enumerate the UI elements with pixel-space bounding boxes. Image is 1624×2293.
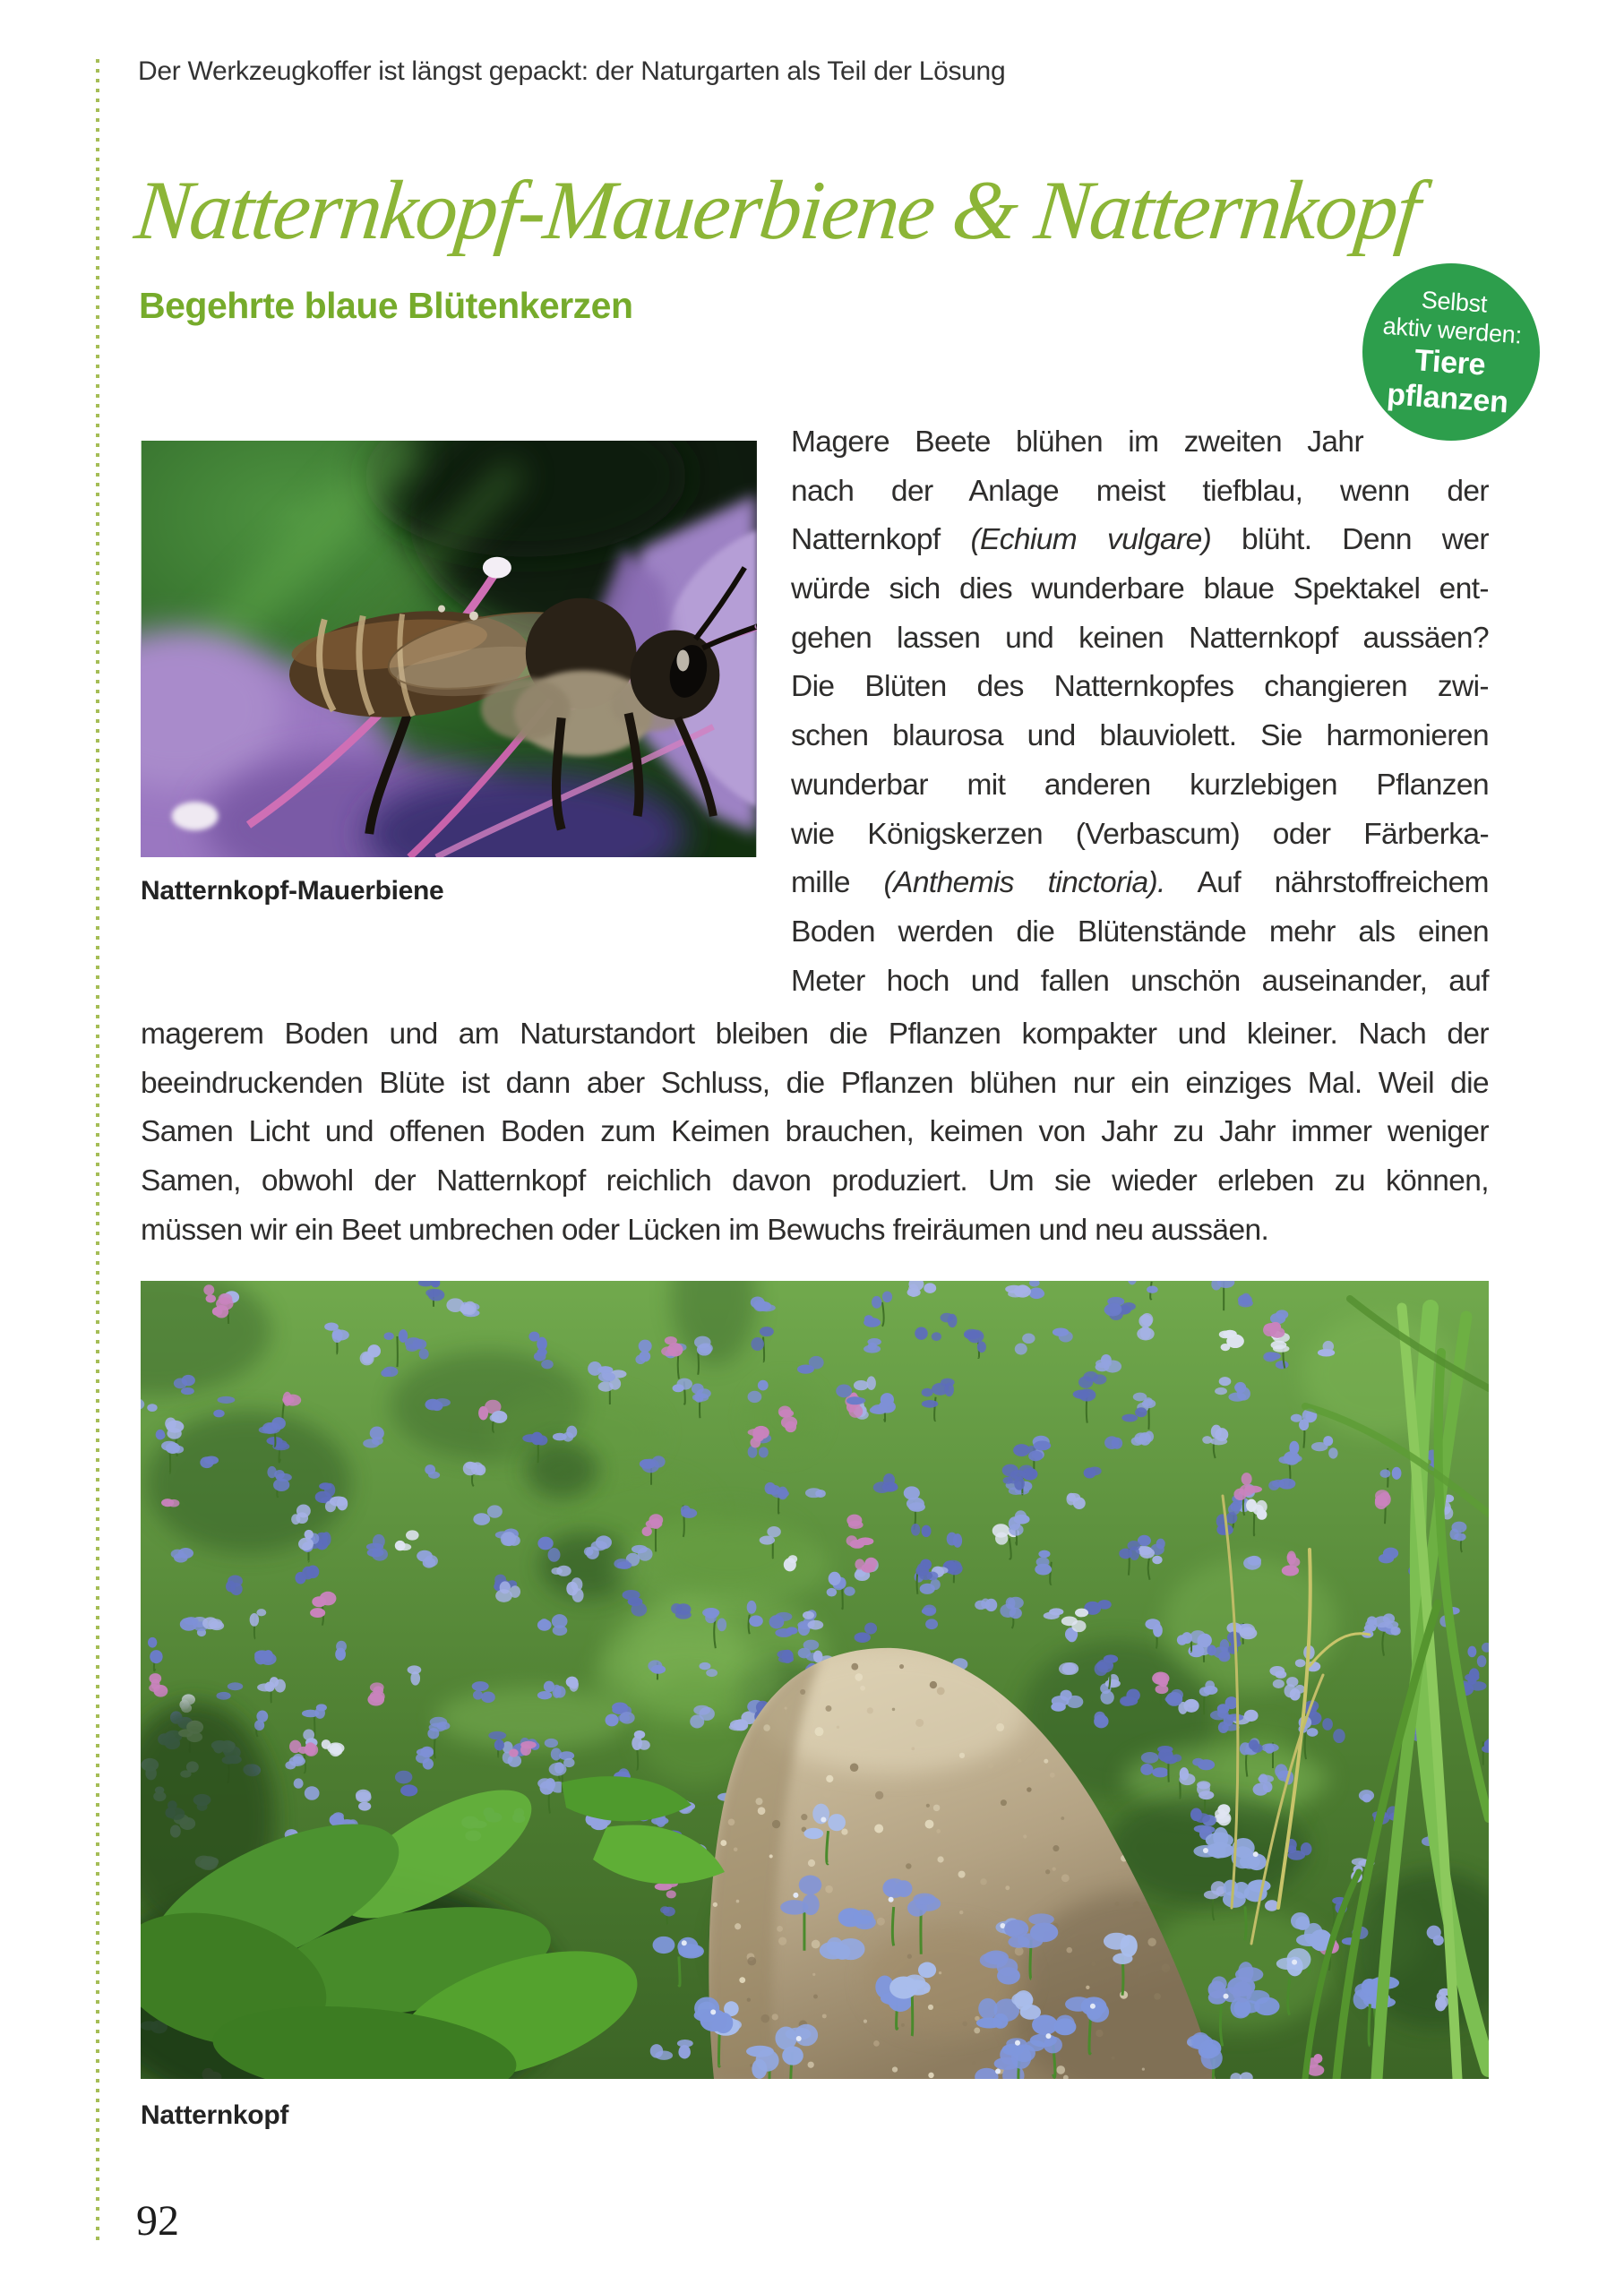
bee-photo-illustration <box>141 441 757 857</box>
badge-line: Tiere <box>1413 343 1487 382</box>
page-title: Natternkopf-Mauerbiene & Natternkopf <box>131 164 1423 257</box>
text-line: wunderbar mit anderen kurzlebigen Pflanzen <box>791 768 1489 802</box>
badge-line: Selbst <box>1421 286 1489 318</box>
text-line: Samen, obwohl der Natternkopf reichlich davon produziert. Um sie wieder erleben zu können, <box>141 1164 1489 1198</box>
text-line: mille (Anthemis tinctoria). Auf nährstoffreichem <box>791 866 1489 900</box>
text-line: magerem Boden und am Naturstandort bleiben die Pflanzen kompakter und kleiner. Nach der <box>141 1018 1489 1051</box>
article-fullwidth-paragraph <box>141 1010 1489 1255</box>
text-line: Magere Beete blühen im zweiten Jahr <box>791 425 1363 459</box>
text-line: würde sich dies wunderbare blaue Spektakel ent- <box>791 572 1489 606</box>
running-header: Der Werkzeugkoffer ist längst gepackt: der Naturgarten als Teil der Lösung <box>138 56 1006 86</box>
text-line: Samen Licht und offenen Boden zum Keimen brauchen, keimen von Jahr zu Jahr immer weniger <box>141 1115 1489 1149</box>
text-line: gehen lassen und keinen Natternkopf aussäen? <box>791 621 1489 655</box>
dotted-margin-line <box>96 59 99 2243</box>
action-badge-text <box>1378 283 1525 421</box>
article-column-paragraph <box>791 418 1489 1006</box>
figure-field-photo <box>141 1281 1489 2079</box>
text-line: Natternkopf (Echium vulgare) blüht. Denn wer <box>791 523 1489 557</box>
page-number: 92 <box>136 2197 179 2245</box>
text-line: Meter hoch und fallen unschön auseinander, auf <box>791 964 1489 998</box>
action-badge <box>1362 263 1540 441</box>
page-subtitle: Begehrte blaue Blütenkerzen <box>139 285 633 326</box>
figure-bee-photo <box>141 441 757 857</box>
text-line: wie Königskerzen (Verbascum) oder Färberka- <box>791 817 1489 851</box>
text-line: schen blaurosa und blauviolett. Sie harmonieren <box>791 719 1489 753</box>
field-caption: Natternkopf <box>141 2100 289 2130</box>
field-photo-illustration <box>141 1281 1489 2079</box>
bee-caption: Natternkopf-Mauerbiene <box>141 876 444 906</box>
text-line: nach der Anlage meist tiefblau, wenn der <box>791 474 1489 508</box>
text-line: beeindruckenden Blüte ist dann aber Schluss, die Pflanzen blühen nur ein einziges Mal. Weil die <box>141 1066 1489 1100</box>
text-line: müssen wir ein Beet umbrechen oder Lücken im Bewuchs freiräumen und neu aussäen. <box>141 1213 1269 1247</box>
badge-line: pflanzen <box>1386 377 1510 420</box>
text-line: Die Blüten des Natternkopfes changieren zwi- <box>791 670 1489 704</box>
badge-line: aktiv werden: <box>1382 312 1524 349</box>
text-line: Boden werden die Blütenstände mehr als einen <box>791 915 1489 949</box>
